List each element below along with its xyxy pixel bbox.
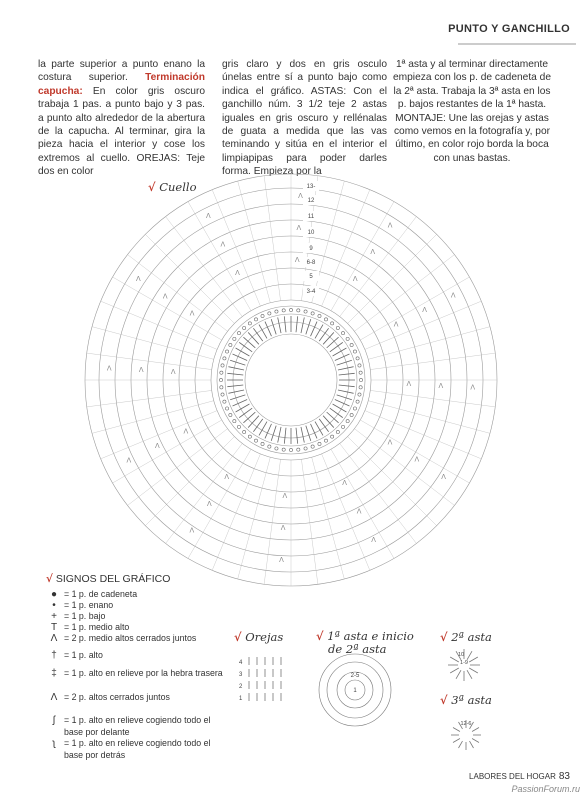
hdc-together-icon: Λ [50,633,58,644]
collar-decrease-mark: Λ [126,457,132,465]
collar-decrease-mark: Λ [422,306,427,314]
col1-text-rest: En color gris oscuro trabaja 1 pas. a punto bajo y 3 pas. a punto alto alrededor de la abertura de la capucha. Al terminar, gira la pieza hacia el interior y cose los extremos al cuello. OREJAS: Teje dos en color [38,85,205,178]
legend-item-text: = 1 p. enano [64,600,114,610]
col1-label-terminacion: Terminación capucha: [38,72,205,97]
asta1-row-label: 1 [353,688,357,694]
collar-decrease-mark: Λ [294,257,300,265]
collar-decrease-mark: Λ [206,500,212,508]
collar-decrease-mark: Λ [387,439,393,447]
legend-item-text: = 2 p. medio altos cerrados juntos [64,633,197,643]
orejas-row-label: 4 [239,660,243,666]
col3-text: 1ª asta y al terminar directamente empieza con los p. de cadeneta de la 2ª asta. Trabaja la 3ª asta en los p. bajos restantes de la 1ª hasta. MONTAJE: Une las orejas y astas como vemos en la fotografía y, por último, en color rojo borda la boca con unas bastas. [392,59,552,164]
collar-decrease-mark: Λ [470,384,476,392]
collar-decrease-mark: Λ [371,537,376,545]
legend-item-text: = 2 p. altos cerrados juntos [64,692,170,702]
collar-decrease-mark: Λ [342,480,347,488]
magazine-name: LABORES DEL HOGAR [469,772,556,781]
collar-decrease-mark: Λ [441,474,446,482]
asta3-stitch [472,728,479,732]
legend-title: SIGNOS DEL GRÁFICO [55,573,171,585]
collar-decrease-mark: Λ [406,381,412,389]
collar-decrease-mark: Λ [189,527,195,535]
collar-decrease-mark: Λ [450,292,456,300]
collar-decrease-mark: Λ [235,269,240,277]
chain-stitch-icon: ● [50,589,58,600]
check-mark-icon: √ [148,180,156,194]
collar-decrease-mark: Λ [296,225,302,233]
slip-stitch-icon: • [52,600,56,611]
legend-item-text: = 1 p. alto en relieve cogiendo todo el base por detrás [64,738,211,760]
asta3-stitch [453,728,460,732]
col1-text-start: la parte superior a punto enano la costura superior. [38,59,205,84]
collar-decrease-mark: Λ [162,293,168,301]
row-label: 9 [309,246,313,252]
orejas-check-icon: √ [234,630,242,644]
asta3-stitch [470,741,474,748]
legend-item-text: = 1 p. medio alto [64,622,130,632]
asta3-row-label: 12-6 [460,721,472,727]
row-label: 5 [309,274,313,280]
asta2-stitch [467,670,472,679]
asta3-stitch [472,739,479,743]
collar-decrease-mark: Λ [370,249,376,257]
asta2-check-icon: √ [440,630,448,644]
section-title: PUNTO Y GANCHILLO [448,23,570,35]
page-number: 83 [558,771,570,782]
legend-item-text: = 1 p. alto [64,650,103,660]
asta2-stitch [456,670,461,679]
collar-decrease-mark: Λ [170,368,176,376]
collar-decrease-mark: Λ [279,556,284,564]
footer [469,771,570,782]
row-label: 3-4 [306,289,316,295]
orejas-row-label: 2 [239,684,243,690]
asta3-stitch [453,739,460,743]
asta2-title: 2ª asta [451,630,492,644]
collar-decrease-mark: Λ [106,365,112,373]
double-crochet-icon: † [51,650,57,661]
dc-together-icon: Λ [50,692,58,703]
legend-item-text: = 1 p. alto en relieve cogiendo todo el base por delante [64,715,211,737]
collar-decrease-mark: Λ [393,321,399,329]
front-post-icon: ‡ [51,668,57,679]
asta1-row-label: 2-5 [350,673,360,679]
cuello-title: Cuello [159,180,197,194]
collar-decrease-mark: Λ [356,508,362,516]
watermark: PassionForum.ru [511,784,580,794]
collar-decrease-mark: Λ [155,443,160,451]
asta1-title-1: 1ª asta e inicio [327,629,414,643]
collar-decrease-mark: Λ [387,222,393,230]
row-label: 13- [306,184,316,190]
raised-back-icon: ʅ [52,738,56,749]
row-label: 10 [307,230,315,236]
collar-decrease-mark: Λ [438,382,444,390]
single-crochet-icon: + [51,611,57,622]
collar-decrease-mark: Λ [282,492,288,500]
orejas-title: Orejas [245,630,284,644]
collar-decrease-mark: Λ [206,212,211,220]
collar-decrease-mark: Λ [136,275,141,283]
asta2-stitch [469,657,478,662]
asta2-row-label: 10 [457,652,465,658]
legend-item-text: = 1 p. alto en relieve por la hebra trasera [64,668,223,678]
collar-decrease-mark: Λ [298,193,303,201]
orejas-row-label: 1 [239,696,243,702]
collar-decrease-mark: Λ [280,524,286,532]
col2-text: gris claro y dos en gris osculo únelas entre sí a punto bajo como indica el gráfico. ASTAS: Con el ganchillo núm. 3 1/2 teje 2 astas iguales en gris oscuro y rellénalas de guata a medida que las vas teminando y sitúa en el interior el limpiapipas para poder darles forma. Empieza por la [222,59,387,178]
raised-front-icon: ʃ [52,715,56,726]
asta1-title-2: de 2ª asta [328,642,387,656]
collar-decrease-mark: Λ [189,310,195,318]
collar-decrease-mark: Λ [352,276,358,284]
orejas-row-label: 3 [239,672,243,678]
asta2-stitch [450,668,459,673]
row-label: 6-8 [306,260,316,266]
collar-decrease-mark: Λ [224,473,230,481]
asta3-check-icon: √ [440,693,448,707]
half-double-icon: T [50,622,58,633]
row-label: 11 [307,214,315,220]
collar-decrease-mark: Λ [138,367,144,375]
legend-item-text: = 1 p. de cadeneta [64,589,138,599]
collar-decrease-mark: Λ [183,428,189,436]
asta3-title: 3ª asta [451,693,492,707]
asta2-stitch [469,668,478,673]
row-label: 12 [307,198,315,204]
collar-decrease-mark: Λ [414,456,420,464]
asta1-check-icon: √ [316,629,324,643]
collar-decrease-mark: Λ [220,241,226,249]
legend-item-text: = 1 p. bajo [64,611,106,621]
asta2-row-label: 1-9 [460,660,468,666]
asta3-stitch [459,741,463,748]
asta2-stitch [467,651,472,660]
legend-check-icon: √ [46,573,53,585]
